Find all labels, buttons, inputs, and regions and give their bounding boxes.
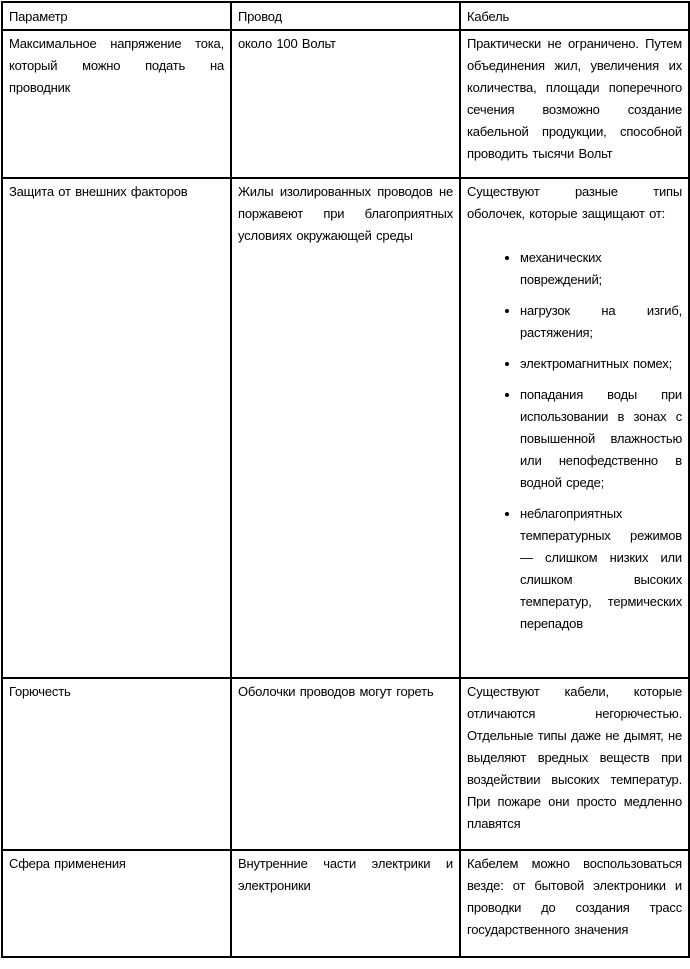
table-row-flammability <box>2 678 689 850</box>
cell-parameter-max-voltage: Максимальное напряжение тока, который можно подать на проводник <box>2 30 231 178</box>
cell-parameter-flammability: Горючесть <box>2 678 231 850</box>
list-item: • неблагоприятных температурных режимов — слишком низких или слишком высоких температур, термических перепадов <box>520 503 682 635</box>
cell-cable-application-scope: Кабелем можно воспользоваться везде: от бытовой электроники и проводки до создания трасс государственного значения <box>460 850 689 957</box>
list-item: • попадания воды при использовании в зонах с повышенной влажностью или непофедственно в водной среде; <box>520 384 682 494</box>
cable-protection-intro: Существуют разные типы оболочек, которые защищают от: <box>467 184 682 221</box>
table-row-protection <box>2 178 689 678</box>
table-row-application-scope <box>2 850 689 957</box>
cell-wire-application-scope: Внутренние части электрики и электроники <box>231 850 460 957</box>
list-item: • электромагнитных помех; <box>520 353 682 375</box>
list-item: • механических повреждений; <box>520 247 682 291</box>
cell-cable-flammability: Существуют кабели, которые отличаются негорючестью. Отдельные типы даже не дымят, не выделяют вредных веществ при воздействии высоких температур. При пожаре они просто медленно плавятся <box>460 678 689 850</box>
cable-protection-list <box>467 247 682 635</box>
wire-vs-cable-comparison-table <box>1 1 690 958</box>
table-row-max-voltage <box>2 30 689 178</box>
cell-parameter-application-scope: Сфера применения <box>2 850 231 957</box>
cell-wire-max-voltage: около 100 Вольт <box>231 30 460 178</box>
column-header-cable: Кабель <box>460 2 689 30</box>
cell-parameter-protection: Защита от внешних факторов <box>2 178 231 678</box>
cell-cable-protection <box>460 178 689 678</box>
header-row <box>2 2 689 30</box>
cell-wire-flammability: Оболочки проводов могут гореть <box>231 678 460 850</box>
column-header-wire: Провод <box>231 2 460 30</box>
column-header-parameter: Параметр <box>2 2 231 30</box>
cell-wire-protection: Жилы изолированных проводов не поржавеют при благоприятных условиях окружающей среды <box>231 178 460 678</box>
cell-cable-max-voltage: Практически не ограничено. Путем объединения жил, увеличения их количества, площади поперечного сечения возможно создание кабельной продукции, способной проводить тысячи Вольт <box>460 30 689 178</box>
list-item: • нагрузок на изгиб, растяжения; <box>520 300 682 344</box>
